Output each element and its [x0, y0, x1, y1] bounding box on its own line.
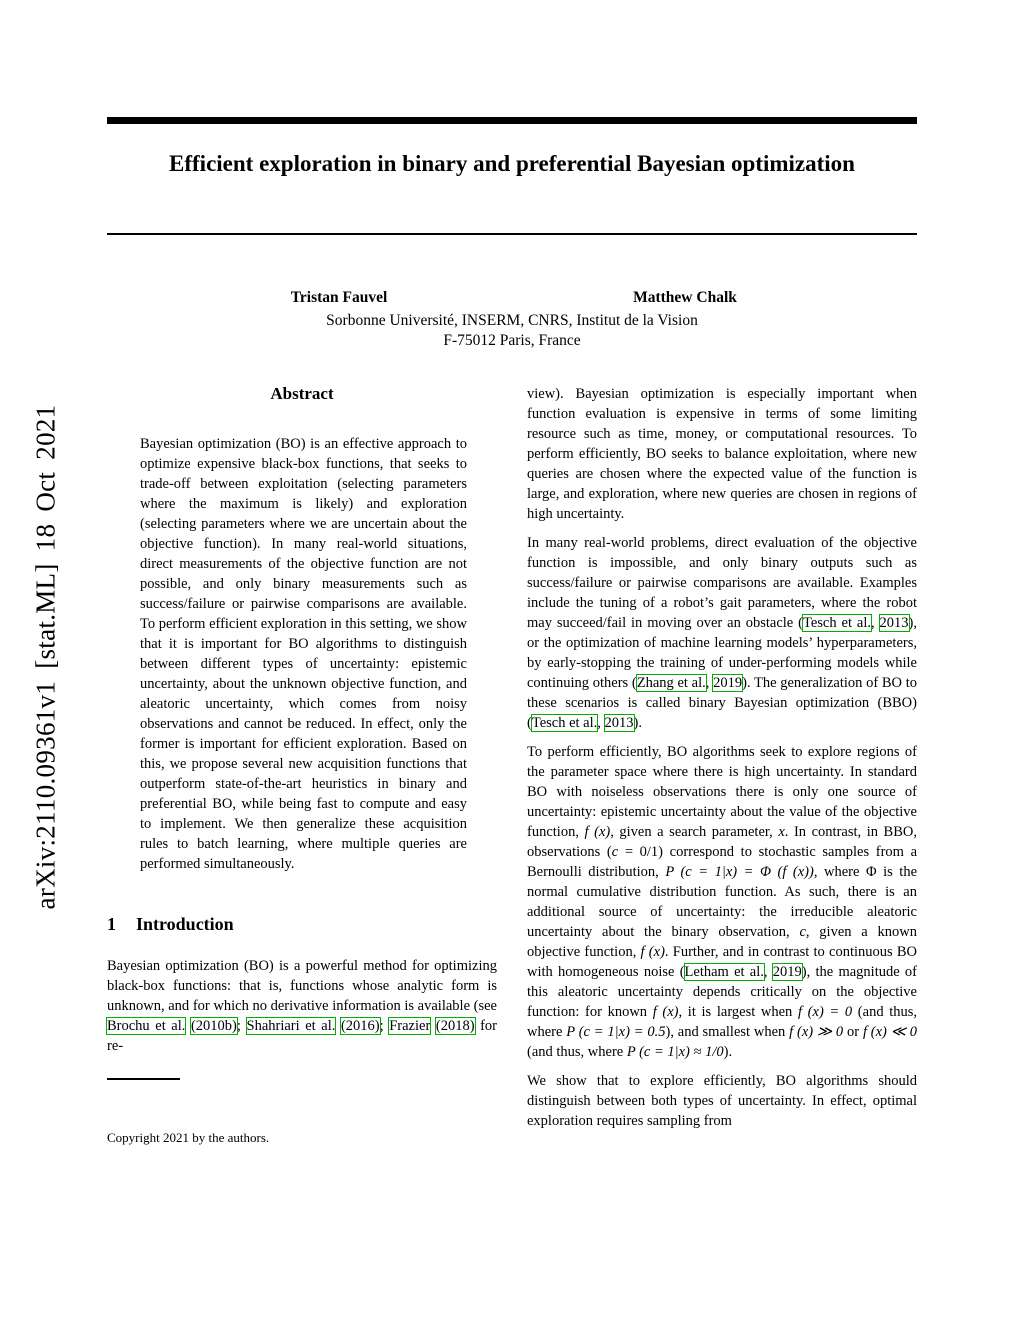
title-separator-rule [107, 233, 917, 235]
left-column [107, 384, 497, 1148]
abstract-body: Bayesian optimization (BO) is an effective approach to optimize expensive black-box functions, that seeks to trade-off between exploitation (selecting parameters where the maximum is likely) and exploration (selecting parameters where we are uncertain about the objective function). In many real-world situations, direct measurements of the objective function are not possible, and only binary measurements such as success/failure or pairwise comparisons are available. To perform efficient exploration in this setting, we show that it is important for BO algorithms to distinguish between different types of uncertainty: epistemic uncertainty, about the unknown objective function, and aleatoric uncertainty, which comes from noisy observations and cannot be reduced. In effect, only the former is important for efficient exploration. Based on this, we propose several new acquisition functions that outperform state-of-the-art heuristics in binary and preferential BO, while being fast to compute and easy to implement. We then generalize these acquisition rules to batch learning, where multiple queries are performed simultaneously. [140, 436, 467, 872]
citation-link[interactable]: Tesch et al. [802, 615, 871, 631]
citation-link[interactable]: Shahriari et al. [246, 1018, 336, 1034]
paragraph: view). Bayesian optimization is especially important when function evaluation is expensive in terms of some limiting resource such as time, money, or computational resources. To perform efficiently, BO seeks to balance exploitation, where new queries are chosen where the expected value of the function is large, and exploration, where new queries are chosen in regions of high uncertainty. [527, 386, 917, 522]
citation-link[interactable]: 2013 [604, 715, 634, 731]
copyright-notice: Copyright 2021 by the authors. [107, 1130, 270, 1145]
affiliation-line: Sorbonne Université, INSERM, CNRS, Institut de la Vision [326, 312, 698, 329]
citation-link[interactable]: (2016) [340, 1018, 380, 1034]
author-name: Tristan Fauvel [290, 289, 388, 306]
paragraph: To perform efficiently, BO algorithms seek to explore regions of the parameter space where there is high uncertainty. In standard BO with noiseless observations there is only one source of uncertainty: epistemic uncertainty about the value of the objective function, f (x), given a search parameter, x. In contrast, in BBO, observations (c = 0/1) correspond to stochastic samples from a Bernoulli distribution, P (c = 1|x) = Φ (f (x)), where Φ is the normal cumulative distribution function. As such, there is an additional source of uncertainty: the irreducible aleatoric uncertainty about the binary observation, c, given a known objective function, f (x). Further, and in contrast to continuous BO with homogeneous noise (Letham et al., 2019), the magnitude of this aleatoric uncertainty depends critically on the objective function: for known f (x), it is largest when f (x) = 0 (and thus, where P (c = 1|x) = 0.5), and smallest when f (x) ≫ 0 or f (x) ≪ 0 (and thus, where P (c = 1|x) ≈ 1/0). [527, 744, 918, 1060]
affiliation-line: F-75012 Paris, France [443, 332, 581, 349]
section-title: Introduction [136, 914, 234, 934]
abstract-heading: Abstract [270, 384, 334, 403]
math-inline: f (x) = 0 [797, 1004, 853, 1020]
citation-link[interactable]: Frazier [389, 1018, 431, 1034]
citation-link[interactable]: Tesch et al. [531, 715, 598, 731]
math-inline: f (x) ≫ 0 [789, 1024, 844, 1040]
citation-link[interactable]: Brochu et al. [107, 1018, 186, 1034]
citation-link[interactable]: Letham et al. [684, 964, 764, 980]
section-number: 1 [107, 914, 116, 934]
title-container [107, 150, 917, 178]
math-inline: f (x) [584, 824, 611, 840]
author-row [107, 289, 917, 307]
paper-title: Efficient exploration in binary and preferential Bayesian optimization [169, 151, 855, 176]
math-inline: P (c = 1|x) = Φ (f (x)) [665, 864, 814, 880]
math-inline: P (c = 1|x) = 0.5 [566, 1024, 666, 1040]
right-column [527, 384, 917, 1131]
citation-link[interactable]: 2013 [879, 615, 909, 631]
top-rule [107, 117, 917, 124]
math-inline: f (x) [640, 944, 665, 960]
math-inline: x [778, 824, 785, 840]
math-inline: P (c = 1|x) ≈ 1/0 [626, 1044, 724, 1060]
citation-link[interactable]: 2019 [713, 675, 743, 691]
math-inline: f (x) [652, 1004, 679, 1020]
paragraph: We show that to explore efficiently, BO algorithms should distinguish between both types of uncertainty. In effect, optimal exploration requires sampling from [527, 1073, 917, 1129]
math-inline: f (x) ≪ 0 [862, 1024, 917, 1040]
footnote-rule [107, 1078, 180, 1080]
arxiv-sidebar-label: arXiv:2110.09361v1 [stat.ML] 18 Oct 2021 [30, 404, 61, 910]
section-heading-introduction [107, 914, 497, 934]
citation-link[interactable]: 2019 [772, 964, 802, 980]
citation-link[interactable]: (2018) [435, 1018, 475, 1034]
paragraph-introduction: Bayesian optimization (BO) is a powerful method for optimizing black-box functions: that is, functions whose analytic form is unknown, and for which no derivative information is available (see Brochu et al. (2010b); Shahriari et al. (2016); Frazier (2018) for re- [107, 958, 498, 1054]
math-inline: c [611, 844, 619, 860]
author-name: Matthew Chalk [633, 289, 737, 306]
citation-link[interactable]: Zhang et al. [636, 675, 706, 691]
paragraph: In many real-world problems, direct evaluation of the objective function is impossible, and only binary outputs such as success/failure or pairwise comparisons are available. Examples include the tuning of a robot’s gait parameters, where the robot may succeed/fail in moving over an obstacle (Tesch et al., 2013), or the optimization of machine learning models’ hyperparameters, by early-stopping the training of under-performing models while continuing others (Zhang et al., 2019). The generalization of BO to these scenarios is called binary Bayesian optimization (BBO) (Tesch et al., 2013). [527, 535, 918, 731]
affiliation [107, 311, 917, 351]
math-inline: c [799, 924, 806, 940]
citation-link[interactable]: (2010b) [190, 1018, 237, 1034]
